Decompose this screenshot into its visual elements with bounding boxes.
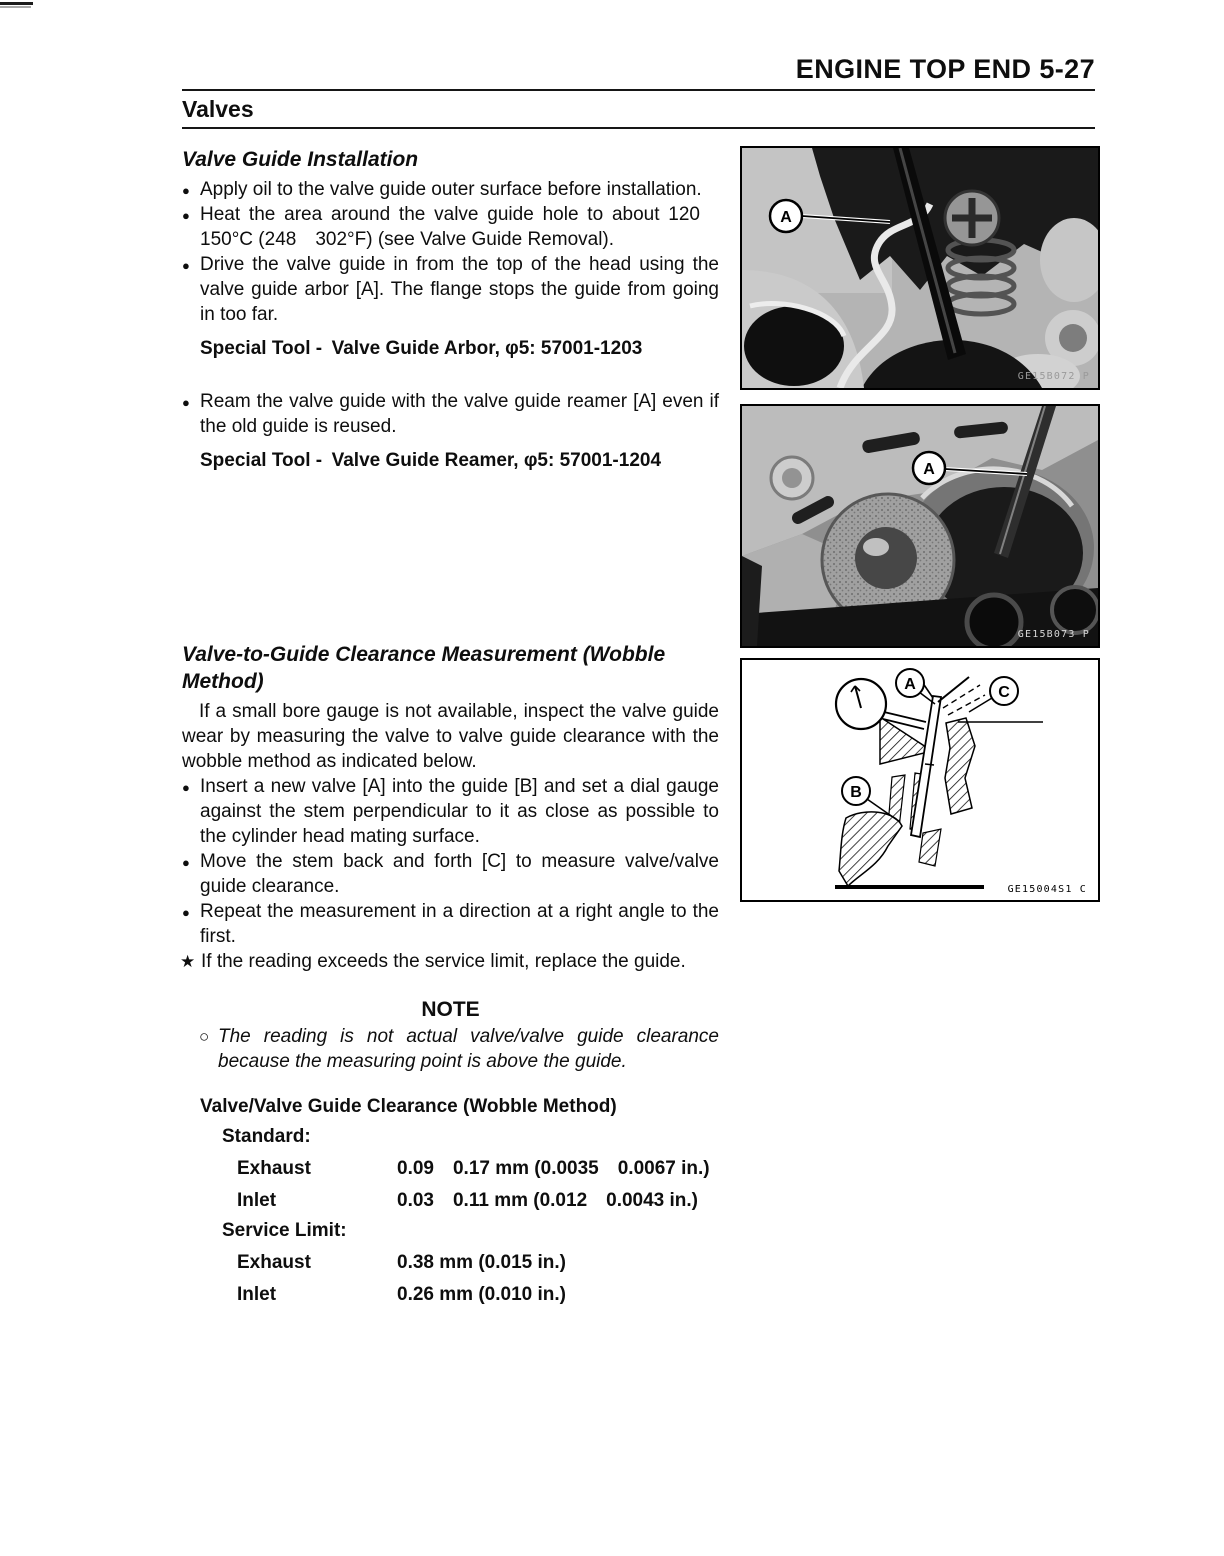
bullet-item xyxy=(182,389,719,439)
star-icon: ★ xyxy=(180,952,196,971)
figure-label-a: A xyxy=(780,209,792,226)
star-text: If the reading exceeds the service limit, replace the guide. xyxy=(201,951,686,972)
label-c-badge xyxy=(990,677,1018,705)
wobble-diagram-illustration xyxy=(742,660,1098,900)
subsection-heading-valve-guide-installation: Valve Guide Installation xyxy=(182,148,419,171)
bullet-icon: ● xyxy=(182,855,190,870)
figure-label-a: A xyxy=(923,461,935,478)
bullet-item xyxy=(182,202,719,252)
spec-row xyxy=(182,1282,719,1307)
figure-wobble-method-diagram xyxy=(740,658,1100,902)
figure-label-c: C xyxy=(998,684,1010,701)
circle-bullet-icon: ○ xyxy=(199,1027,210,1046)
bullet-text: Drive the valve guide in from the top of the head using the valve guide arbor [A]. The flange stops the guide from going in too far. xyxy=(200,254,719,325)
label-a-badge xyxy=(770,200,802,232)
spec-row-value: 0.38 mm (0.015 in.) xyxy=(397,1252,566,1273)
spec-row xyxy=(182,1188,719,1213)
spec-table xyxy=(182,1094,719,1307)
spec-row-value: 0.26 mm (0.010 in.) xyxy=(397,1284,566,1305)
spec-row-label: Exhaust xyxy=(237,1252,311,1273)
diagram-code: GE15004S1 C xyxy=(1007,884,1087,895)
bullet-icon: ● xyxy=(182,258,190,273)
figure-valve-guide-reamer-photo xyxy=(740,404,1100,648)
bullet-text: Ream the valve guide with the valve guide reamer [A] even if the old guide is reused. xyxy=(200,391,719,437)
special-tool-arbor: Special Tool - Valve Guide Arbor, φ5: 57001-1203 xyxy=(200,338,643,359)
spec-row-value: 0.03 0.11 mm (0.012 0.0043 in.) xyxy=(397,1190,699,1211)
scan-corner-mark xyxy=(0,2,33,5)
label-a-badge xyxy=(896,669,924,697)
bullet-icon: ● xyxy=(182,183,190,198)
bullet-text: Heat the area around the valve guide hole to about 120 150°C (248 302°F) (see Valve Guide Removal). xyxy=(200,204,719,250)
spec-row-value: 0.09 0.17 mm (0.0035 0.0067 in.) xyxy=(397,1158,710,1179)
reamer-photo-illustration xyxy=(742,406,1098,646)
spec-row-label: Inlet xyxy=(237,1190,277,1211)
bullet-item xyxy=(182,252,719,327)
subsection-heading-wobble-method: Valve-to-Guide Clearance Measurement (Wobble Method) xyxy=(182,643,666,693)
bullet-icon: ● xyxy=(182,395,190,410)
photo-code: GE15B073 P xyxy=(1017,629,1090,640)
intro-paragraph: If a small bore gauge is not available, inspect the valve guide wear by measuring the valve to valve guide clearance with the wobble method as indicated below. xyxy=(182,701,719,772)
label-b-badge xyxy=(842,777,870,805)
arbor-photo-illustration xyxy=(742,148,1098,388)
bullet-item xyxy=(182,849,719,899)
bullet-item xyxy=(182,899,719,949)
bullet-item xyxy=(182,177,719,202)
figure-valve-guide-arbor-photo xyxy=(740,146,1100,390)
figure-label-a: A xyxy=(904,676,916,693)
spec-row-label: Inlet xyxy=(237,1284,277,1305)
spec-row-label: Exhaust xyxy=(237,1158,311,1179)
section-title: Valves xyxy=(182,96,254,122)
page-title: ENGINE TOP END 5-27 xyxy=(795,54,1095,84)
note-body-text: The reading is not actual valve/valve guide clearance because the measuring point is above the guide. xyxy=(218,1026,719,1072)
note-body xyxy=(182,1024,719,1074)
spec-row xyxy=(182,1156,719,1181)
bullet-icon: ● xyxy=(182,905,190,920)
text-column xyxy=(182,146,719,1307)
bullet-text: Insert a new valve [A] into the guide [B] and set a dial gauge against the stem perpendicular to it as close as possible to the cylinder head mating surface. xyxy=(200,776,719,847)
bullet-icon: ● xyxy=(182,208,190,223)
figure-label-b: B xyxy=(850,784,862,801)
section-rule xyxy=(182,127,1095,129)
spec-title: Valve/Valve Guide Clearance (Wobble Method) xyxy=(200,1096,617,1117)
star-instruction xyxy=(182,949,719,974)
note-heading: NOTE xyxy=(421,998,480,1021)
label-a-badge xyxy=(913,452,945,484)
bullet-icon: ● xyxy=(182,780,190,795)
header-rule xyxy=(182,89,1095,91)
bullet-text: Apply oil to the valve guide outer surface before installation. xyxy=(200,179,702,200)
spec-row xyxy=(182,1250,719,1275)
special-tool-reamer: Special Tool - Valve Guide Reamer, φ5: 57001-1204 xyxy=(200,450,662,471)
bullet-text: Repeat the measurement in a direction at a right angle to the first. xyxy=(200,901,719,947)
photo-code: GE15B072 P xyxy=(1017,371,1090,382)
bullet-text: Move the stem back and forth [C] to measure valve/valve guide clearance. xyxy=(200,851,719,897)
spec-service-limit-label: Service Limit: xyxy=(222,1220,347,1241)
spec-standard-label: Standard: xyxy=(222,1126,311,1147)
scan-corner-mark-shadow xyxy=(0,6,31,8)
bullet-item xyxy=(182,774,719,849)
